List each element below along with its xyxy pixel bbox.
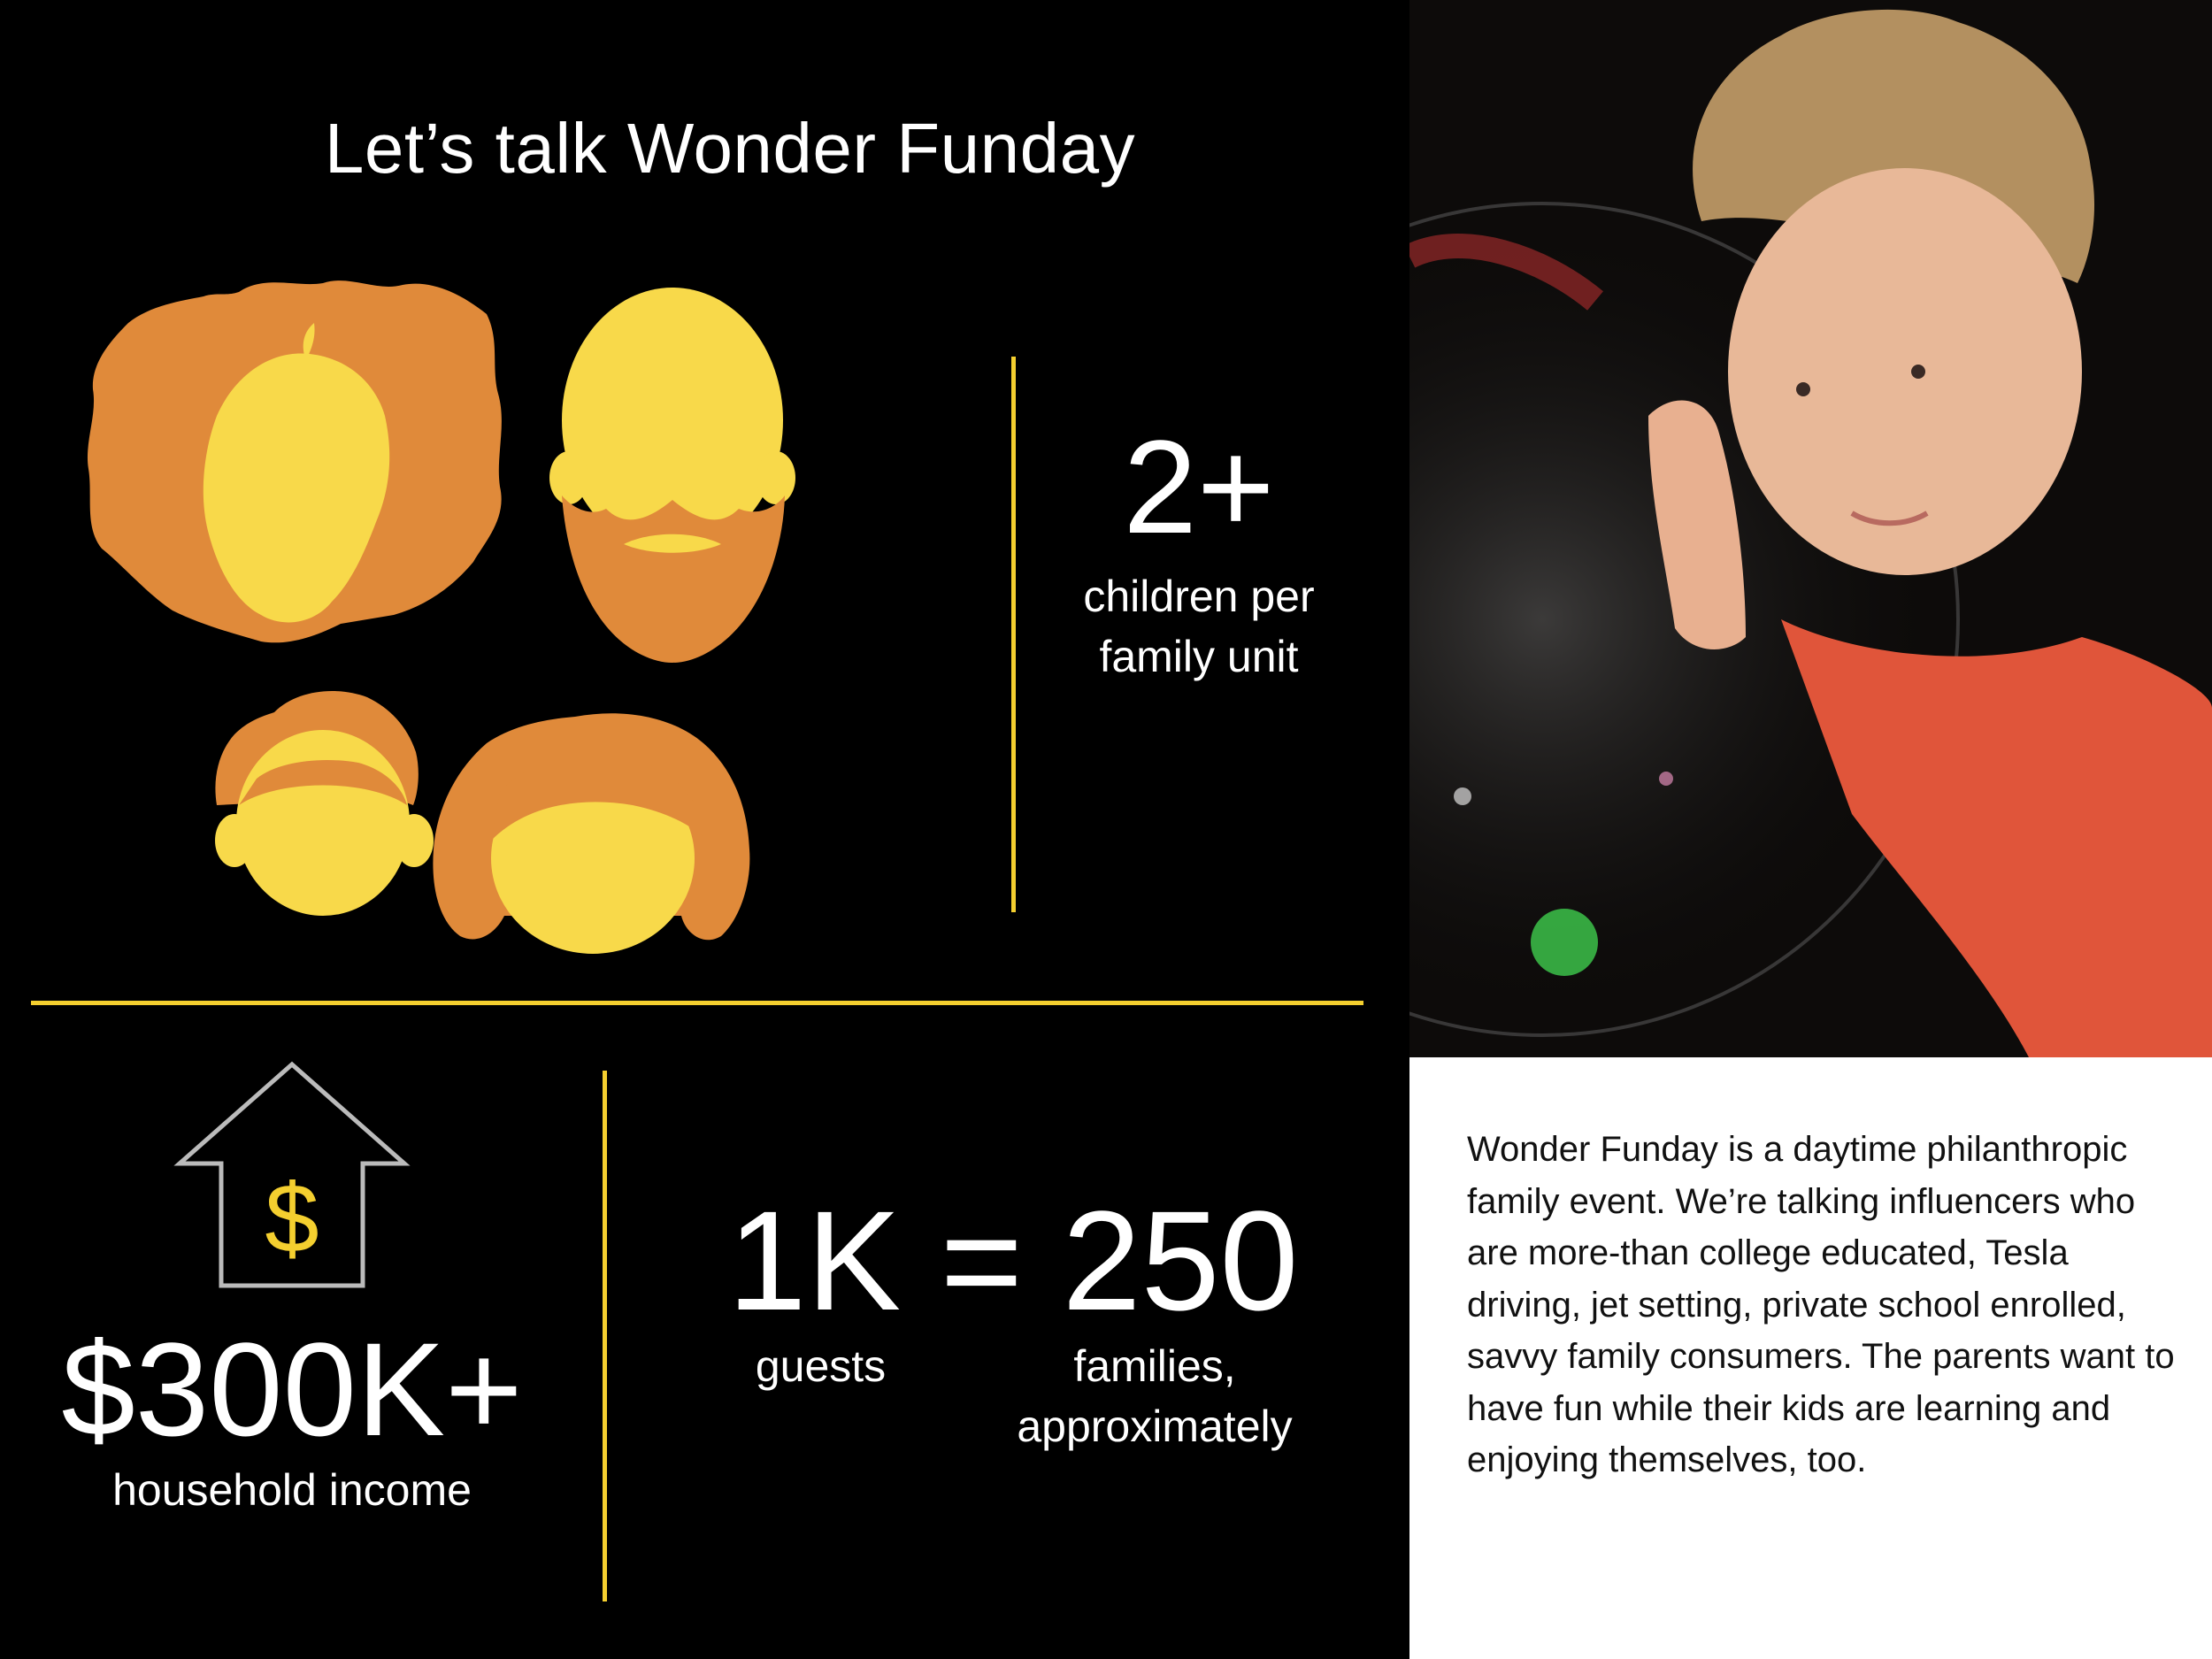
- family-faces-icon: [84, 274, 880, 964]
- children-label: children per family unit: [1083, 572, 1315, 681]
- divider-horizontal: [31, 1001, 1363, 1005]
- svg-text:$: $: [265, 1164, 319, 1273]
- income-value: $300K+: [61, 1315, 523, 1463]
- guests-equation: 1K = 250: [727, 1181, 1299, 1340]
- children-count: 2+: [1123, 412, 1275, 561]
- description-text: Wonder Funday is a daytime philanthropic family event. We’re talking influencers who are more-than college educated, Tesla driving, jet setting, private school enrolled, savvy family consumers. The parents want to have fun while their kids are learning and enjoying themselves, too.: [1467, 1130, 2175, 1479]
- families-label: families, approximately: [1017, 1341, 1293, 1451]
- child-photo: [1409, 0, 2212, 1057]
- page-title: Let’s talk Wonder Funday: [324, 109, 1136, 188]
- son-figure: [215, 691, 434, 916]
- description-box: [1409, 1057, 2212, 1659]
- father-figure: [549, 288, 795, 663]
- guests-label: guests: [755, 1341, 887, 1391]
- income-label: household income: [112, 1465, 472, 1515]
- daughter-figure: [433, 713, 749, 954]
- mother-figure: [88, 280, 502, 642]
- divider-vertical-top: [1011, 357, 1016, 912]
- house-dollar-icon: [173, 1057, 411, 1292]
- divider-vertical-bottom: [603, 1071, 607, 1601]
